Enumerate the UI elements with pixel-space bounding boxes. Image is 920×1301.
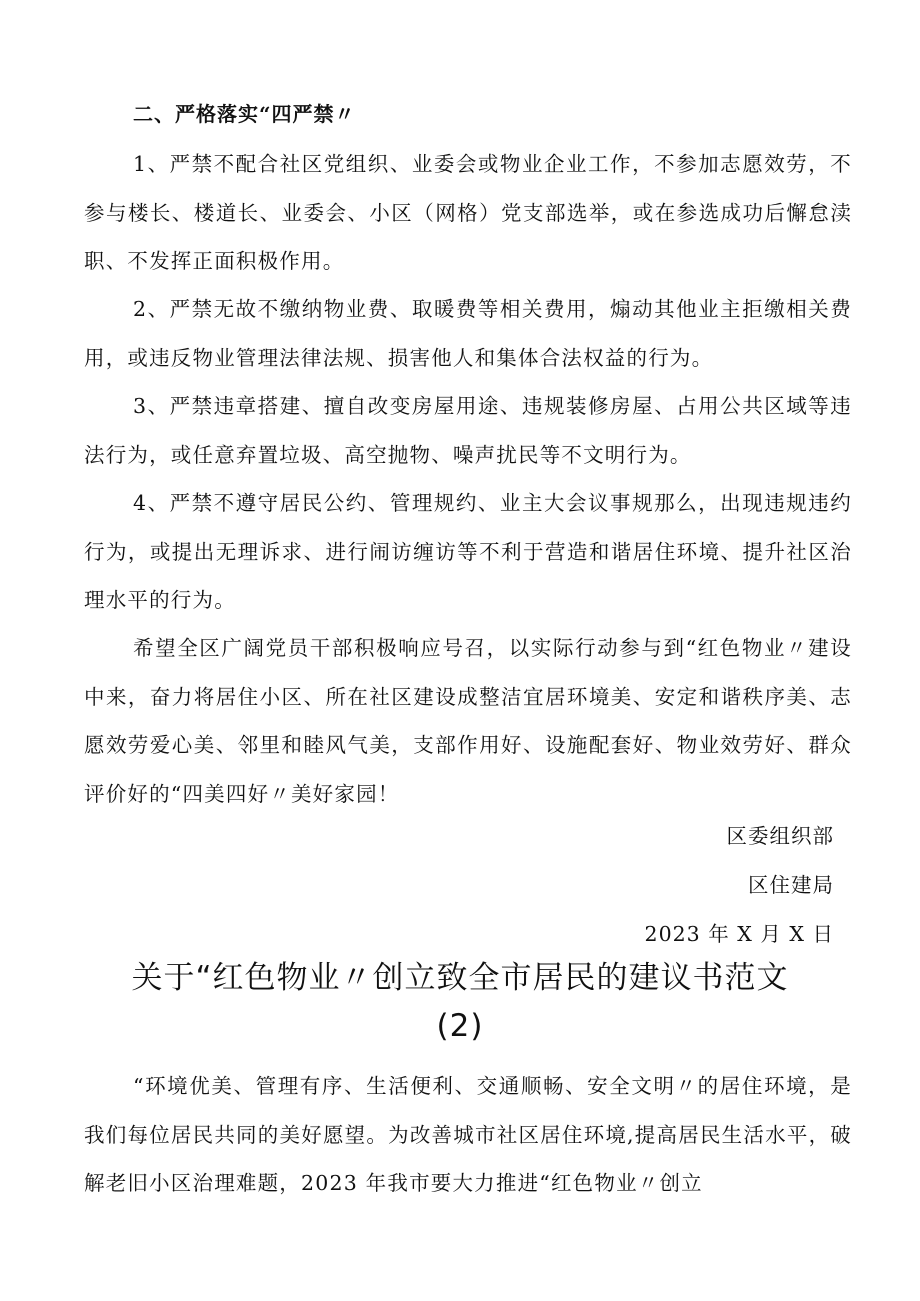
rule-paragraph-4: 4、严禁不遵守居民公约、管理规约、业主大会议事规那么，出现违规违约行为，或提出无理诉求、进行闹访缠访等不利于营造和谐居住环境、提升社区治理水平的行为。 xyxy=(84,491,852,612)
section-heading: 二、严格落实“四严禁〃 xyxy=(133,102,356,126)
rule-paragraph-2: 2、严禁无故不缴纳物业费、取暖费等相关费用，煽动其他业主拒缴相关费用，或违反物业管理法律法规、损害他人和集体合法权益的行为。 xyxy=(84,297,852,370)
rule-paragraph-3: 3、严禁违章搭建、擅自改变房屋用途、违规装修房屋、占用公共区域等违法行为，或任意弃置垃圾、高空抛物、噪声扰民等不文明行为。 xyxy=(84,394,852,467)
document-title-line-2: (2) xyxy=(436,1008,484,1044)
closing-paragraph: 希望全区广阔党员干部积极响应号召，以实际行动参与到“红色物业〃建设中来，奋力将居住小区、所在社区建设成整洁宜居环境美、安定和谐秩序美、志愿效劳爱心美、邻里和睦风气美，支部作用好、设施配套好、物业效劳好、群众评价好的“四美四好〃美好家园！ xyxy=(84,636,852,806)
rule-paragraph-1: 1、严禁不配合社区党组织、业委会或物业企业工作，不参加志愿效劳，不参与楼长、楼道长、业委会、小区（网格）党支部选举，或在参选成功后懈怠渎职、不发挥正面积极作用。 xyxy=(84,152,852,273)
document-title-line-1: 关于“红色物业〃创立致全市居民的建议书范文 xyxy=(131,960,789,996)
signature-date: 2023 年 X 月 X 日 xyxy=(644,922,834,946)
signature-org-1: 区委组织部 xyxy=(726,824,834,848)
intro-paragraph: “环境优美、管理有序、生活便利、交通顺畅、安全文明〃的居住环境，是我们每位居民共同的美好愿望。为改善城市社区居住环境,提高居民生活水平，破解老旧小区治理难题，2023 年我市要大力推进“红色物业〃创立 xyxy=(84,1074,852,1195)
signature-org-2: 区住建局 xyxy=(748,873,834,897)
